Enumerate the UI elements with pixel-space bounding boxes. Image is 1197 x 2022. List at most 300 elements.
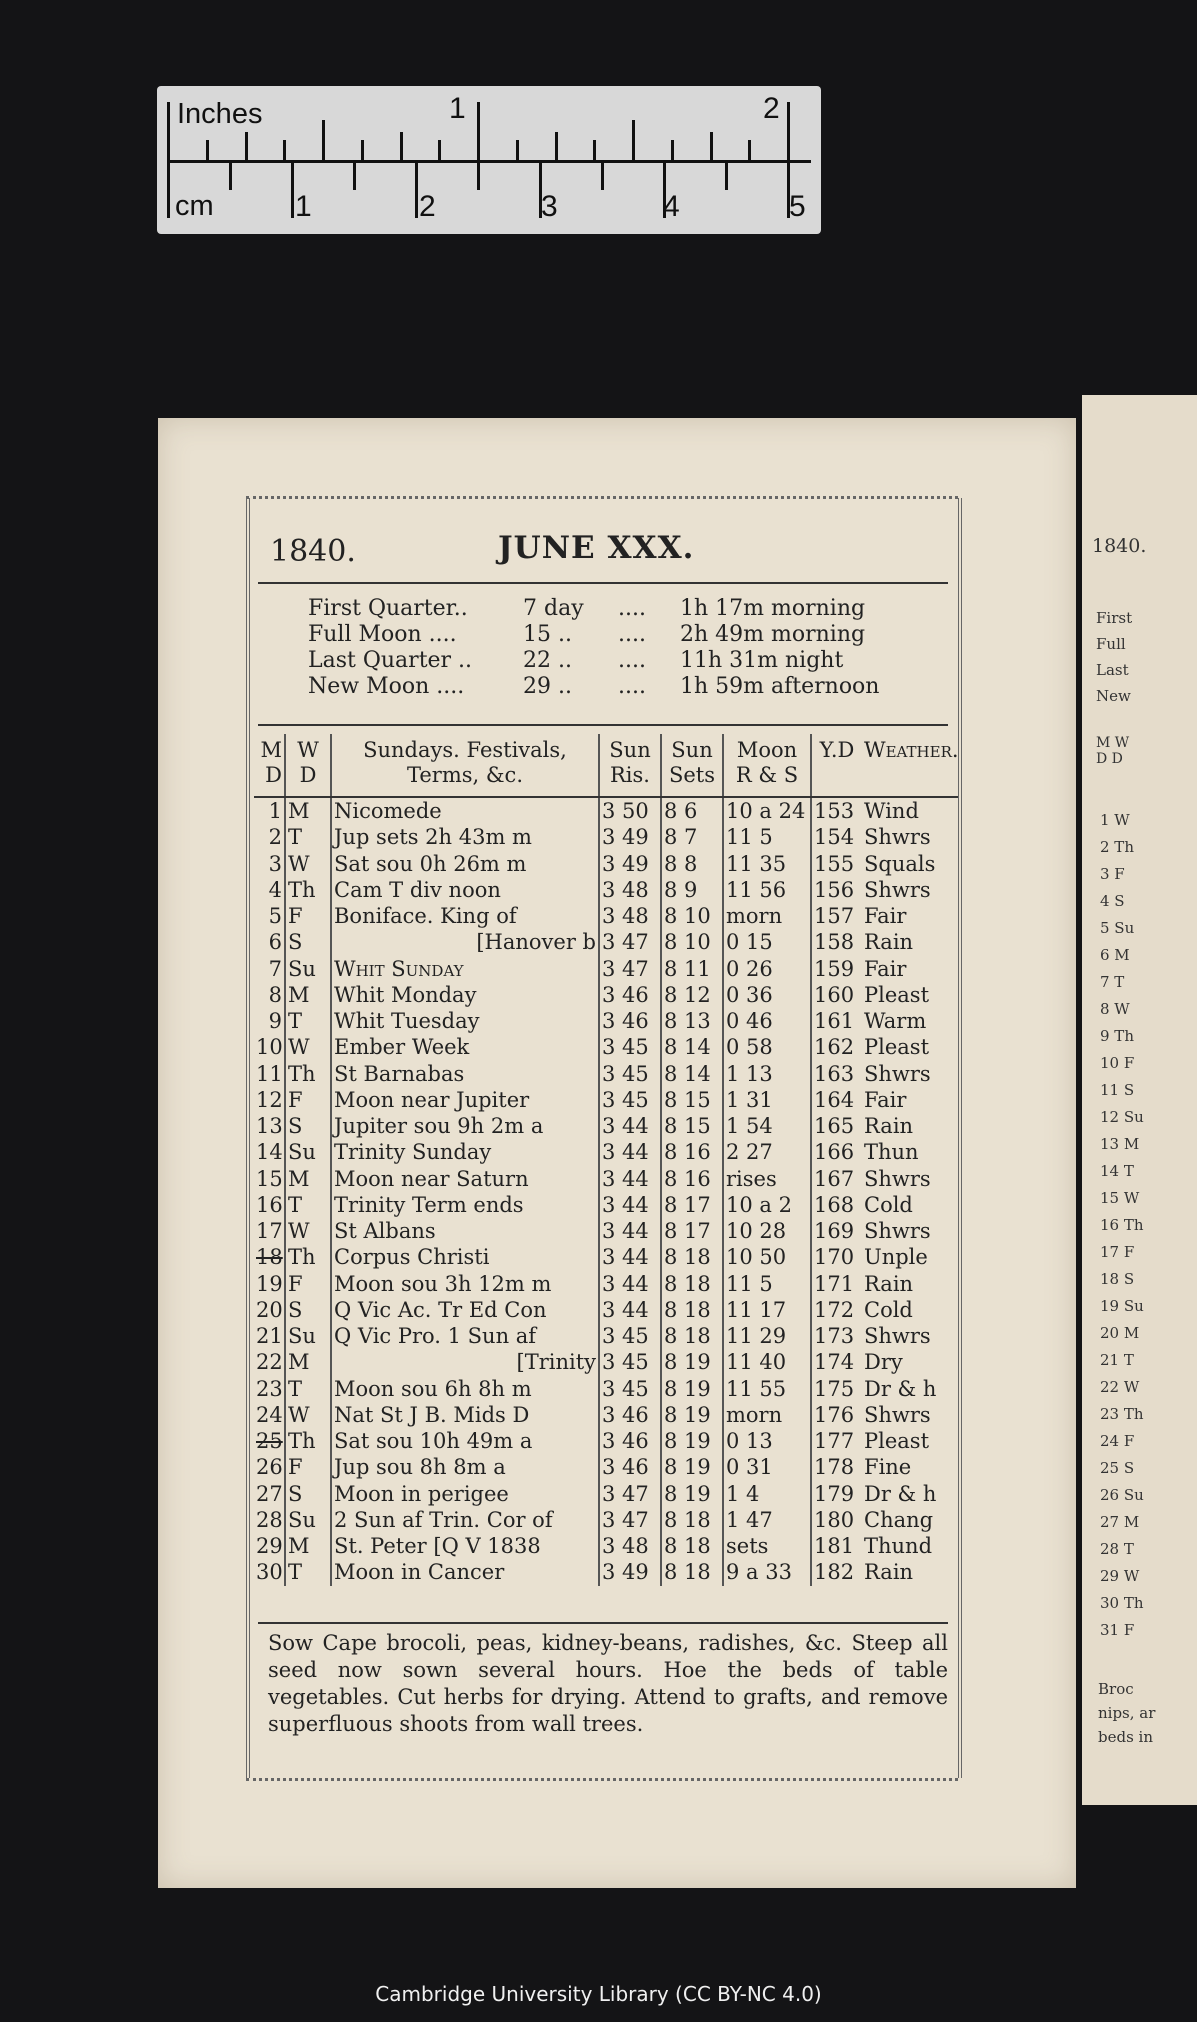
row-moon: 10 a 2 <box>723 1192 811 1218</box>
row-week-day: Su <box>285 1323 331 1349</box>
row-sun-sets: 8 18 <box>661 1244 723 1270</box>
phase-day: 15 .. <box>523 622 572 647</box>
row-year-day: 161 <box>811 1008 862 1034</box>
frame-top-border <box>246 496 958 509</box>
table-row <box>254 1244 958 1270</box>
table-row <box>254 1008 958 1034</box>
row-sun-rises: 3 49 <box>599 824 661 850</box>
next-page-row: 31 F <box>1100 1621 1135 1639</box>
next-page-edge <box>1082 395 1197 1805</box>
ruler-inch-tick <box>710 132 713 160</box>
row-weather: Warm <box>864 1009 927 1034</box>
row-week-day: S <box>285 1297 331 1323</box>
next-page-row: 29 W <box>1100 1567 1140 1585</box>
row-festival: St Barnabas <box>331 1061 599 1087</box>
row-weather: Shwrs <box>864 1402 931 1427</box>
title-rule <box>258 582 948 584</box>
next-page-row: 13 M <box>1100 1135 1140 1153</box>
row-month-day: 29 <box>256 1534 283 1559</box>
next-page-row: 11 S <box>1100 1081 1135 1099</box>
almanac-rows <box>254 797 958 1586</box>
row-festival: Moon in perigee <box>331 1481 599 1507</box>
next-page-phase: New <box>1096 687 1131 705</box>
row-moon: 0 46 <box>723 1008 811 1034</box>
image-credit: Cambridge University Library (CC BY-NC 4.0) <box>375 1982 822 2006</box>
row-year-day: 157 <box>811 903 862 929</box>
row-year-day: 173 <box>811 1323 862 1349</box>
next-page-row: 10 F <box>1100 1054 1135 1072</box>
header-sun-rises: Sun Ris. <box>599 734 661 797</box>
row-moon: 11 29 <box>723 1323 811 1349</box>
row-sun-sets: 8 17 <box>661 1218 723 1244</box>
next-page-row: 9 Th <box>1100 1027 1134 1045</box>
next-page-row: 12 Su <box>1100 1108 1144 1126</box>
row-weather: Shwrs <box>864 1061 931 1086</box>
next-page-footer <box>1098 1677 1155 1749</box>
ruler-axis <box>167 160 811 163</box>
row-weather: Fair <box>864 904 907 929</box>
row-year-day: 169 <box>811 1218 862 1244</box>
ruler-cm-2: 2 <box>419 190 436 223</box>
row-week-day: T <box>285 824 331 850</box>
ruler-inch-tick <box>787 102 790 160</box>
ruler-cm-5: 5 <box>789 190 806 223</box>
row-festival: Moon sou 3h 12m m <box>331 1271 599 1297</box>
row-year-day: 165 <box>811 1113 862 1139</box>
row-sun-rises: 3 45 <box>599 1087 661 1113</box>
row-festival: Moon in Cancer <box>331 1559 599 1585</box>
next-page-row: 27 M <box>1100 1513 1140 1531</box>
row-week-day: W <box>285 1402 331 1428</box>
row-sun-sets: 8 19 <box>661 1376 723 1402</box>
ruler-inch-tick <box>477 102 480 160</box>
row-festival: Nicomede <box>331 797 599 824</box>
row-moon: 10 50 <box>723 1244 811 1270</box>
ruler-inch-tick <box>322 120 325 160</box>
row-week-day: T <box>285 1192 331 1218</box>
row-week-day: F <box>285 1087 331 1113</box>
row-moon: 11 40 <box>723 1349 811 1375</box>
row-weather: Rain <box>864 930 914 955</box>
table-row <box>254 1139 958 1165</box>
ruler-cm-4: 4 <box>663 190 680 223</box>
row-year-day: 167 <box>811 1166 862 1192</box>
phase-name: First Quarter.. <box>308 596 468 621</box>
row-week-day: W <box>285 1034 331 1060</box>
ruler-inch-tick <box>516 140 519 160</box>
row-sun-sets: 8 19 <box>661 1349 723 1375</box>
row-festival: Jup sets 2h 43m m <box>331 824 599 850</box>
row-month-day: 27 <box>256 1481 283 1506</box>
row-week-day: M <box>285 1533 331 1559</box>
row-festival: Trinity Term ends <box>331 1192 599 1218</box>
row-weather: Rain <box>864 1560 914 1585</box>
phase-time: 2h 49m morning <box>680 622 866 647</box>
row-year-day: 162 <box>811 1034 862 1060</box>
row-year-day: 172 <box>811 1297 862 1323</box>
table-row <box>254 1428 958 1454</box>
phase-dots: .... <box>618 596 646 621</box>
phase-time: 1h 17m morning <box>680 596 866 621</box>
row-moon: 0 31 <box>723 1454 811 1480</box>
row-sun-sets: 8 18 <box>661 1559 723 1585</box>
row-weather: Shwrs <box>864 877 931 902</box>
row-sun-rises: 3 44 <box>599 1297 661 1323</box>
row-sun-rises: 3 45 <box>599 1376 661 1402</box>
row-sun-sets: 8 12 <box>661 982 723 1008</box>
row-year-day: 182 <box>811 1559 862 1585</box>
row-weather: Unple <box>864 1245 928 1270</box>
ruler-inch-tick <box>671 140 674 160</box>
row-week-day: F <box>285 1454 331 1480</box>
row-year-day: 178 <box>811 1454 862 1480</box>
row-week-day: Th <box>285 1061 331 1087</box>
next-page-row: 4 S <box>1100 892 1125 910</box>
row-month-day: 16 <box>256 1192 283 1217</box>
row-weather: Pleast <box>864 1429 930 1454</box>
row-festival: Whit Monday <box>331 982 599 1008</box>
row-month-day: 23 <box>256 1376 283 1401</box>
ruler-inch-tick <box>245 132 248 160</box>
row-sun-rises: 3 44 <box>599 1192 661 1218</box>
row-weather: Pleast <box>864 1035 930 1060</box>
row-festival: [Hanover b <box>331 929 599 955</box>
row-sun-rises: 3 47 <box>599 956 661 982</box>
row-month-day: 6 <box>268 930 282 955</box>
next-page-row: 17 F <box>1100 1243 1135 1261</box>
table-row <box>254 1507 958 1533</box>
header-year-day: Y.D <box>811 734 862 797</box>
row-festival: Nat St J B. Mids D <box>331 1402 599 1428</box>
row-festival: Sat sou 0h 26m m <box>331 851 599 877</box>
next-page-row: 20 M <box>1100 1324 1140 1342</box>
row-sun-sets: 8 16 <box>661 1139 723 1165</box>
row-weather: Fair <box>864 1087 907 1112</box>
row-week-day: M <box>285 1349 331 1375</box>
row-week-day: S <box>285 1113 331 1139</box>
row-week-day: Th <box>285 1428 331 1454</box>
row-week-day: F <box>285 903 331 929</box>
row-moon: 0 13 <box>723 1428 811 1454</box>
phase-dots: .... <box>618 648 646 673</box>
row-year-day: 155 <box>811 851 862 877</box>
row-festival: Moon near Jupiter <box>331 1087 599 1113</box>
table-row <box>254 797 958 824</box>
row-moon: sets <box>723 1533 811 1559</box>
next-page-row: 23 Th <box>1100 1405 1144 1423</box>
row-weather: Cold <box>864 1192 913 1217</box>
row-month-day: 24 <box>256 1402 283 1427</box>
row-sun-sets: 8 14 <box>661 1034 723 1060</box>
row-month-day: 28 <box>256 1507 283 1532</box>
row-moon: 10 a 24 <box>723 797 811 824</box>
table-row <box>254 982 958 1008</box>
row-festival: Whit Tuesday <box>331 1008 599 1034</box>
next-page-footer-line: nips, ar <box>1098 1704 1156 1722</box>
row-year-day: 177 <box>811 1428 862 1454</box>
row-year-day: 164 <box>811 1087 862 1113</box>
row-month-day: 10 <box>256 1035 283 1060</box>
next-page-row: 7 T <box>1100 973 1125 991</box>
row-month-day: 8 <box>268 982 282 1007</box>
row-sun-rises: 3 44 <box>599 1139 661 1165</box>
next-page-row: 6 M <box>1100 946 1130 964</box>
table-row <box>254 1113 958 1139</box>
header-weather: Weather. <box>862 734 958 797</box>
row-month-day: 26 <box>256 1455 283 1480</box>
row-month-day: 11 <box>256 1061 283 1086</box>
row-weather: Dry <box>864 1350 903 1375</box>
row-sun-sets: 8 9 <box>661 877 723 903</box>
ruler-inch-tick <box>632 120 635 160</box>
row-moon: 9 a 33 <box>723 1559 811 1585</box>
next-page-row: 1 W <box>1100 811 1130 829</box>
page-year: 1840. <box>270 534 356 569</box>
row-month-day: 22 <box>256 1350 283 1375</box>
header-week-day: W D <box>285 734 331 797</box>
row-weather: Shwrs <box>864 825 931 850</box>
row-festival: Moon near Saturn <box>331 1166 599 1192</box>
row-moon: morn <box>723 903 811 929</box>
row-sun-rises: 3 45 <box>599 1061 661 1087</box>
row-year-day: 175 <box>811 1376 862 1402</box>
row-festival: Ember Week <box>331 1034 599 1060</box>
row-week-day: F <box>285 1271 331 1297</box>
table-row <box>254 1559 958 1585</box>
header-festivals: Sundays. Festivals, Terms, &c. <box>331 734 599 797</box>
row-sun-rises: 3 49 <box>599 1559 661 1585</box>
table-row <box>254 1087 958 1113</box>
almanac-page <box>158 418 1076 1888</box>
row-weather: Rain <box>864 1114 914 1139</box>
row-month-day: 19 <box>256 1271 283 1296</box>
row-sun-sets: 8 13 <box>661 1008 723 1034</box>
row-week-day: T <box>285 1559 331 1585</box>
row-sun-sets: 8 19 <box>661 1454 723 1480</box>
next-page-phase: Full <box>1096 635 1126 653</box>
gardening-note: Sow Cape brocoli, peas, kidney-beans, radishes, &c. Steep all seed now sown several hours. Hoe the beds of table vegetables. Cut herbs for drying. Attend to grafts, and remove superfluous shoots from wall trees. <box>268 1631 948 1736</box>
row-festival: Boniface. King of <box>331 903 599 929</box>
header-sun-sets: Sun Sets <box>661 734 723 797</box>
phase-time: 1h 59m afternoon <box>680 674 880 699</box>
row-week-day: S <box>285 929 331 955</box>
row-moon: 1 47 <box>723 1507 811 1533</box>
row-weather: Squals <box>864 851 936 876</box>
row-week-day: W <box>285 851 331 877</box>
ruler-cm-tick <box>477 162 480 190</box>
row-year-day: 180 <box>811 1507 862 1533</box>
row-festival: Moon sou 6h 8h m <box>331 1376 599 1402</box>
row-sun-rises: 3 45 <box>599 1323 661 1349</box>
next-page-row: 2 Th <box>1100 838 1134 856</box>
table-row <box>254 956 958 982</box>
row-month-day: 18 <box>256 1245 283 1270</box>
next-page-row: 18 S <box>1100 1270 1135 1288</box>
phase-time: 11h 31m night <box>680 648 844 673</box>
row-weather: Pleast <box>864 982 930 1007</box>
table-row <box>254 1192 958 1218</box>
table-row <box>254 877 958 903</box>
row-sun-sets: 8 18 <box>661 1533 723 1559</box>
row-week-day: M <box>285 1166 331 1192</box>
table-row <box>254 1297 958 1323</box>
row-weather: Chang <box>864 1507 934 1532</box>
ruler-cm-tick <box>229 162 232 190</box>
table-row <box>254 903 958 929</box>
row-sun-rises: 3 45 <box>599 1034 661 1060</box>
row-weather: Cold <box>864 1297 913 1322</box>
phase-day: 29 .. <box>523 674 572 699</box>
row-sun-rises: 3 44 <box>599 1113 661 1139</box>
phase-dots: .... <box>618 674 646 699</box>
next-page-year: 1840. <box>1092 535 1147 557</box>
ruler-cm-tick <box>167 162 170 218</box>
row-moon: 1 13 <box>723 1061 811 1087</box>
next-page-phase: Last <box>1096 661 1129 679</box>
table-row <box>254 1271 958 1297</box>
row-sun-rises: 3 46 <box>599 1454 661 1480</box>
row-festival: Q Vic Ac. Tr Ed Con <box>331 1297 599 1323</box>
next-page-phase: First <box>1096 609 1133 627</box>
next-page-footer-line: beds in <box>1098 1728 1154 1746</box>
table-row <box>254 1533 958 1559</box>
row-year-day: 154 <box>811 824 862 850</box>
row-festival: Corpus Christi <box>331 1244 599 1270</box>
scale-ruler <box>157 86 821 234</box>
row-month-day: 30 <box>256 1560 283 1585</box>
row-festival: Jup sou 8h 8m a <box>331 1454 599 1480</box>
row-sun-sets: 8 14 <box>661 1061 723 1087</box>
ruler-inch-tick <box>361 140 364 160</box>
row-sun-rises: 3 50 <box>599 797 661 824</box>
row-moon: 1 4 <box>723 1481 811 1507</box>
ruler-inch-tick <box>555 132 558 160</box>
row-month-day: 9 <box>268 1009 282 1034</box>
row-moon: 1 54 <box>723 1113 811 1139</box>
row-year-day: 166 <box>811 1139 862 1165</box>
row-year-day: 158 <box>811 929 862 955</box>
row-year-day: 168 <box>811 1192 862 1218</box>
row-sun-sets: 8 18 <box>661 1271 723 1297</box>
table-row <box>254 851 958 877</box>
table-row <box>254 824 958 850</box>
row-moon: 0 26 <box>723 956 811 982</box>
row-month-day: 4 <box>268 877 282 902</box>
next-page-header: M W D D <box>1096 735 1130 767</box>
row-year-day: 159 <box>811 956 862 982</box>
row-month-day: 20 <box>256 1297 283 1322</box>
next-page-row: 21 T <box>1100 1351 1134 1369</box>
row-sun-sets: 8 15 <box>661 1087 723 1113</box>
row-festival: 2 Sun af Trin. Cor of <box>331 1507 599 1533</box>
ruler-cm-tick <box>353 162 356 190</box>
row-weather: Dr & h <box>864 1481 937 1506</box>
row-moon: 11 5 <box>723 1271 811 1297</box>
row-sun-rises: 3 46 <box>599 1402 661 1428</box>
row-sun-rises: 3 47 <box>599 1481 661 1507</box>
row-sun-sets: 8 7 <box>661 824 723 850</box>
row-weather: Fair <box>864 956 907 981</box>
table-row <box>254 1454 958 1480</box>
row-week-day: W <box>285 1218 331 1244</box>
row-month-day: 3 <box>268 851 282 876</box>
row-festival: Cam T div noon <box>331 877 599 903</box>
table-row <box>254 1061 958 1087</box>
row-year-day: 170 <box>811 1244 862 1270</box>
table-row <box>254 1376 958 1402</box>
row-moon: 2 27 <box>723 1139 811 1165</box>
ruler-inches-label: Inches <box>177 98 263 130</box>
row-year-day: 181 <box>811 1533 862 1559</box>
row-moon: 11 35 <box>723 851 811 877</box>
row-sun-sets: 8 18 <box>661 1297 723 1323</box>
ruler-cm-tick <box>291 162 294 218</box>
table-header-row <box>254 734 958 797</box>
row-sun-sets: 8 10 <box>661 903 723 929</box>
row-weather: Shwrs <box>864 1324 931 1349</box>
row-year-day: 171 <box>811 1271 862 1297</box>
phase-name: Last Quarter .. <box>308 648 473 673</box>
page-title: JUNE XXX. <box>498 530 695 566</box>
phase-day: 22 .. <box>523 648 572 673</box>
ruler-inch-tick <box>400 132 403 160</box>
next-page-row: 30 Th <box>1100 1594 1144 1612</box>
row-sun-sets: 8 11 <box>661 956 723 982</box>
ruler-cm-tick <box>415 162 418 218</box>
row-month-day: 15 <box>256 1166 283 1191</box>
ruler-inch-tick <box>283 140 286 160</box>
table-row <box>254 1034 958 1060</box>
row-week-day: T <box>285 1008 331 1034</box>
next-page-phases <box>1096 605 1132 709</box>
row-sun-sets: 8 16 <box>661 1166 723 1192</box>
table-row <box>254 1323 958 1349</box>
row-sun-rises: 3 48 <box>599 903 661 929</box>
row-week-day: M <box>285 982 331 1008</box>
row-moon: 11 56 <box>723 877 811 903</box>
row-weather: Fine <box>864 1455 912 1480</box>
row-sun-sets: 8 19 <box>661 1481 723 1507</box>
row-month-day: 1 <box>268 799 282 824</box>
row-sun-sets: 8 8 <box>661 851 723 877</box>
row-festival: Jupiter sou 9h 2m a <box>331 1113 599 1139</box>
next-page-row: 14 T <box>1100 1162 1134 1180</box>
row-weather: Shwrs <box>864 1166 931 1191</box>
table-row <box>254 1218 958 1244</box>
ruler-cm-1: 1 <box>295 190 312 223</box>
ruler-cm-label: cm <box>175 190 214 222</box>
row-moon: morn <box>723 1402 811 1428</box>
phase-day: 7 day <box>523 596 584 621</box>
row-sun-rises: 3 46 <box>599 982 661 1008</box>
row-moon: 0 58 <box>723 1034 811 1060</box>
row-year-day: 174 <box>811 1349 862 1375</box>
row-year-day: 179 <box>811 1481 862 1507</box>
table-row <box>254 1481 958 1507</box>
next-page-row: 15 W <box>1100 1189 1140 1207</box>
row-sun-rises: 3 48 <box>599 877 661 903</box>
phases-rule <box>258 724 948 726</box>
row-sun-sets: 8 15 <box>661 1113 723 1139</box>
row-week-day: Th <box>285 1244 331 1270</box>
row-year-day: 156 <box>811 877 862 903</box>
row-weather: Thund <box>864 1534 933 1559</box>
ruler-cm-tick <box>725 162 728 190</box>
row-week-day: M <box>285 797 331 824</box>
table-bottom-rule <box>258 1622 948 1624</box>
row-sun-sets: 8 18 <box>661 1323 723 1349</box>
row-moon: 11 17 <box>723 1297 811 1323</box>
